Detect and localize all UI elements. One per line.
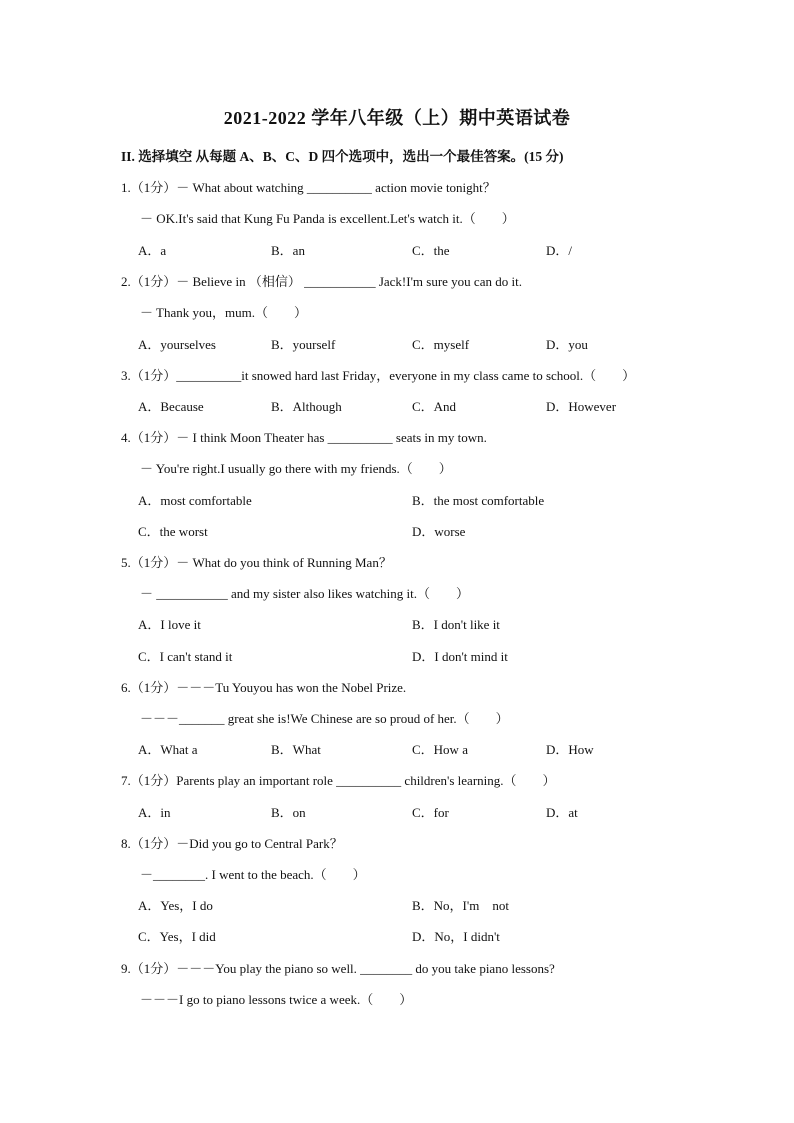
question-2-reply: － Thank you，mum.（ ） xyxy=(140,305,307,320)
question-3-option-d[interactable]: D．However xyxy=(546,399,617,414)
question-7-option-d[interactable]: D．at xyxy=(546,805,578,820)
question-5-stem: 5.（1分）－ What do you think of Running Man？ xyxy=(121,555,392,570)
question-2-option-c[interactable]: C．myself xyxy=(412,337,470,352)
question-7-option-c[interactable]: C．for xyxy=(412,805,449,820)
question-8-option-c[interactable]: C．Yes，I did xyxy=(138,929,216,944)
question-8-stem: 8.（1分）－Did you go to Central Park？ xyxy=(121,836,343,851)
question-5-reply: － ___________ and my sister also likes watching it.（ ） xyxy=(140,586,469,601)
question-5-option-a[interactable]: A．I love it xyxy=(138,617,201,632)
question-4-option-d[interactable]: D．worse xyxy=(412,524,466,539)
question-3-stem: 3.（1分）__________it snowed hard last Friday，everyone in my class came to school.（ ） xyxy=(121,368,636,383)
question-3-option-b[interactable]: B．Although xyxy=(271,399,342,414)
question-4-reply: － You're right.I usually go there with my friends.（ ） xyxy=(140,461,452,476)
page-title: 2021-2022 学年八年级（上）期中英语试卷 xyxy=(223,108,571,128)
question-3-option-a[interactable]: A．Because xyxy=(138,399,204,414)
question-6-option-b[interactable]: B．What xyxy=(271,742,321,757)
question-4-option-a[interactable]: A．most comfortable xyxy=(138,493,252,508)
question-7-option-a[interactable]: A．in xyxy=(138,805,171,820)
question-9-stem: 9.（1分）－－－You play the piano so well. ________ do you take piano lessons? xyxy=(121,961,555,976)
question-4-option-c[interactable]: C．the worst xyxy=(138,524,208,539)
section-heading: II. 选择填空 从每题 A、B、C、D 四个选项中，选出一个最佳答案。(15 分) xyxy=(121,149,564,164)
question-6-stem: 6.（1分）－－－Tu Youyou has won the Nobel Prize. xyxy=(121,680,407,695)
question-1-option-d[interactable]: D．/ xyxy=(546,243,573,258)
question-1-option-c[interactable]: C．the xyxy=(412,243,450,258)
question-8-option-d[interactable]: D．No，I didn't xyxy=(412,929,500,944)
question-2-option-a[interactable]: A．yourselves xyxy=(138,337,216,352)
question-1-option-b[interactable]: B．an xyxy=(271,243,305,258)
question-7-option-b[interactable]: B．on xyxy=(271,805,306,820)
question-6-option-c[interactable]: C．How a xyxy=(412,742,468,757)
question-4-option-b[interactable]: B．the most comfortable xyxy=(412,493,545,508)
question-3-option-c[interactable]: C．And xyxy=(412,399,457,414)
question-5-option-d[interactable]: D．I don't mind it xyxy=(412,649,508,664)
question-5-option-c[interactable]: C．I can't stand it xyxy=(138,649,233,664)
question-6-option-d[interactable]: D．How xyxy=(546,742,594,757)
question-1-stem: 1.（1分）－ What about watching __________ action movie tonight？ xyxy=(121,180,496,195)
question-1-reply: － OK.It's said that Kung Fu Panda is excellent.Let's watch it.（ ） xyxy=(140,211,515,226)
question-2-option-d[interactable]: D．you xyxy=(546,337,588,352)
question-6-option-a[interactable]: A．What a xyxy=(138,742,198,757)
question-8-option-a[interactable]: A．Yes，I do xyxy=(138,898,213,913)
question-4-stem: 4.（1分）－ I think Moon Theater has __________ seats in my town. xyxy=(121,430,487,445)
question-8-reply: －________. I went to the beach.（ ） xyxy=(140,867,366,882)
question-6-reply: －－－_______ great she is!We Chinese are so proud of her.（ ） xyxy=(140,711,509,726)
question-2-option-b[interactable]: B．yourself xyxy=(271,337,336,352)
question-2-stem: 2.（1分）－ Believe in （相信） ___________ Jack!I'm sure you can do it. xyxy=(121,274,522,289)
question-7-stem: 7.（1分）Parents play an important role __________ children's learning.（ ） xyxy=(121,773,556,788)
question-9-reply: －－－I go to piano lessons twice a week.（ ） xyxy=(140,992,413,1007)
question-8-option-b[interactable]: B．No，I'm not xyxy=(412,898,509,913)
question-5-option-b[interactable]: B．I don't like it xyxy=(412,617,500,632)
question-1-option-a[interactable]: A．a xyxy=(138,243,167,258)
